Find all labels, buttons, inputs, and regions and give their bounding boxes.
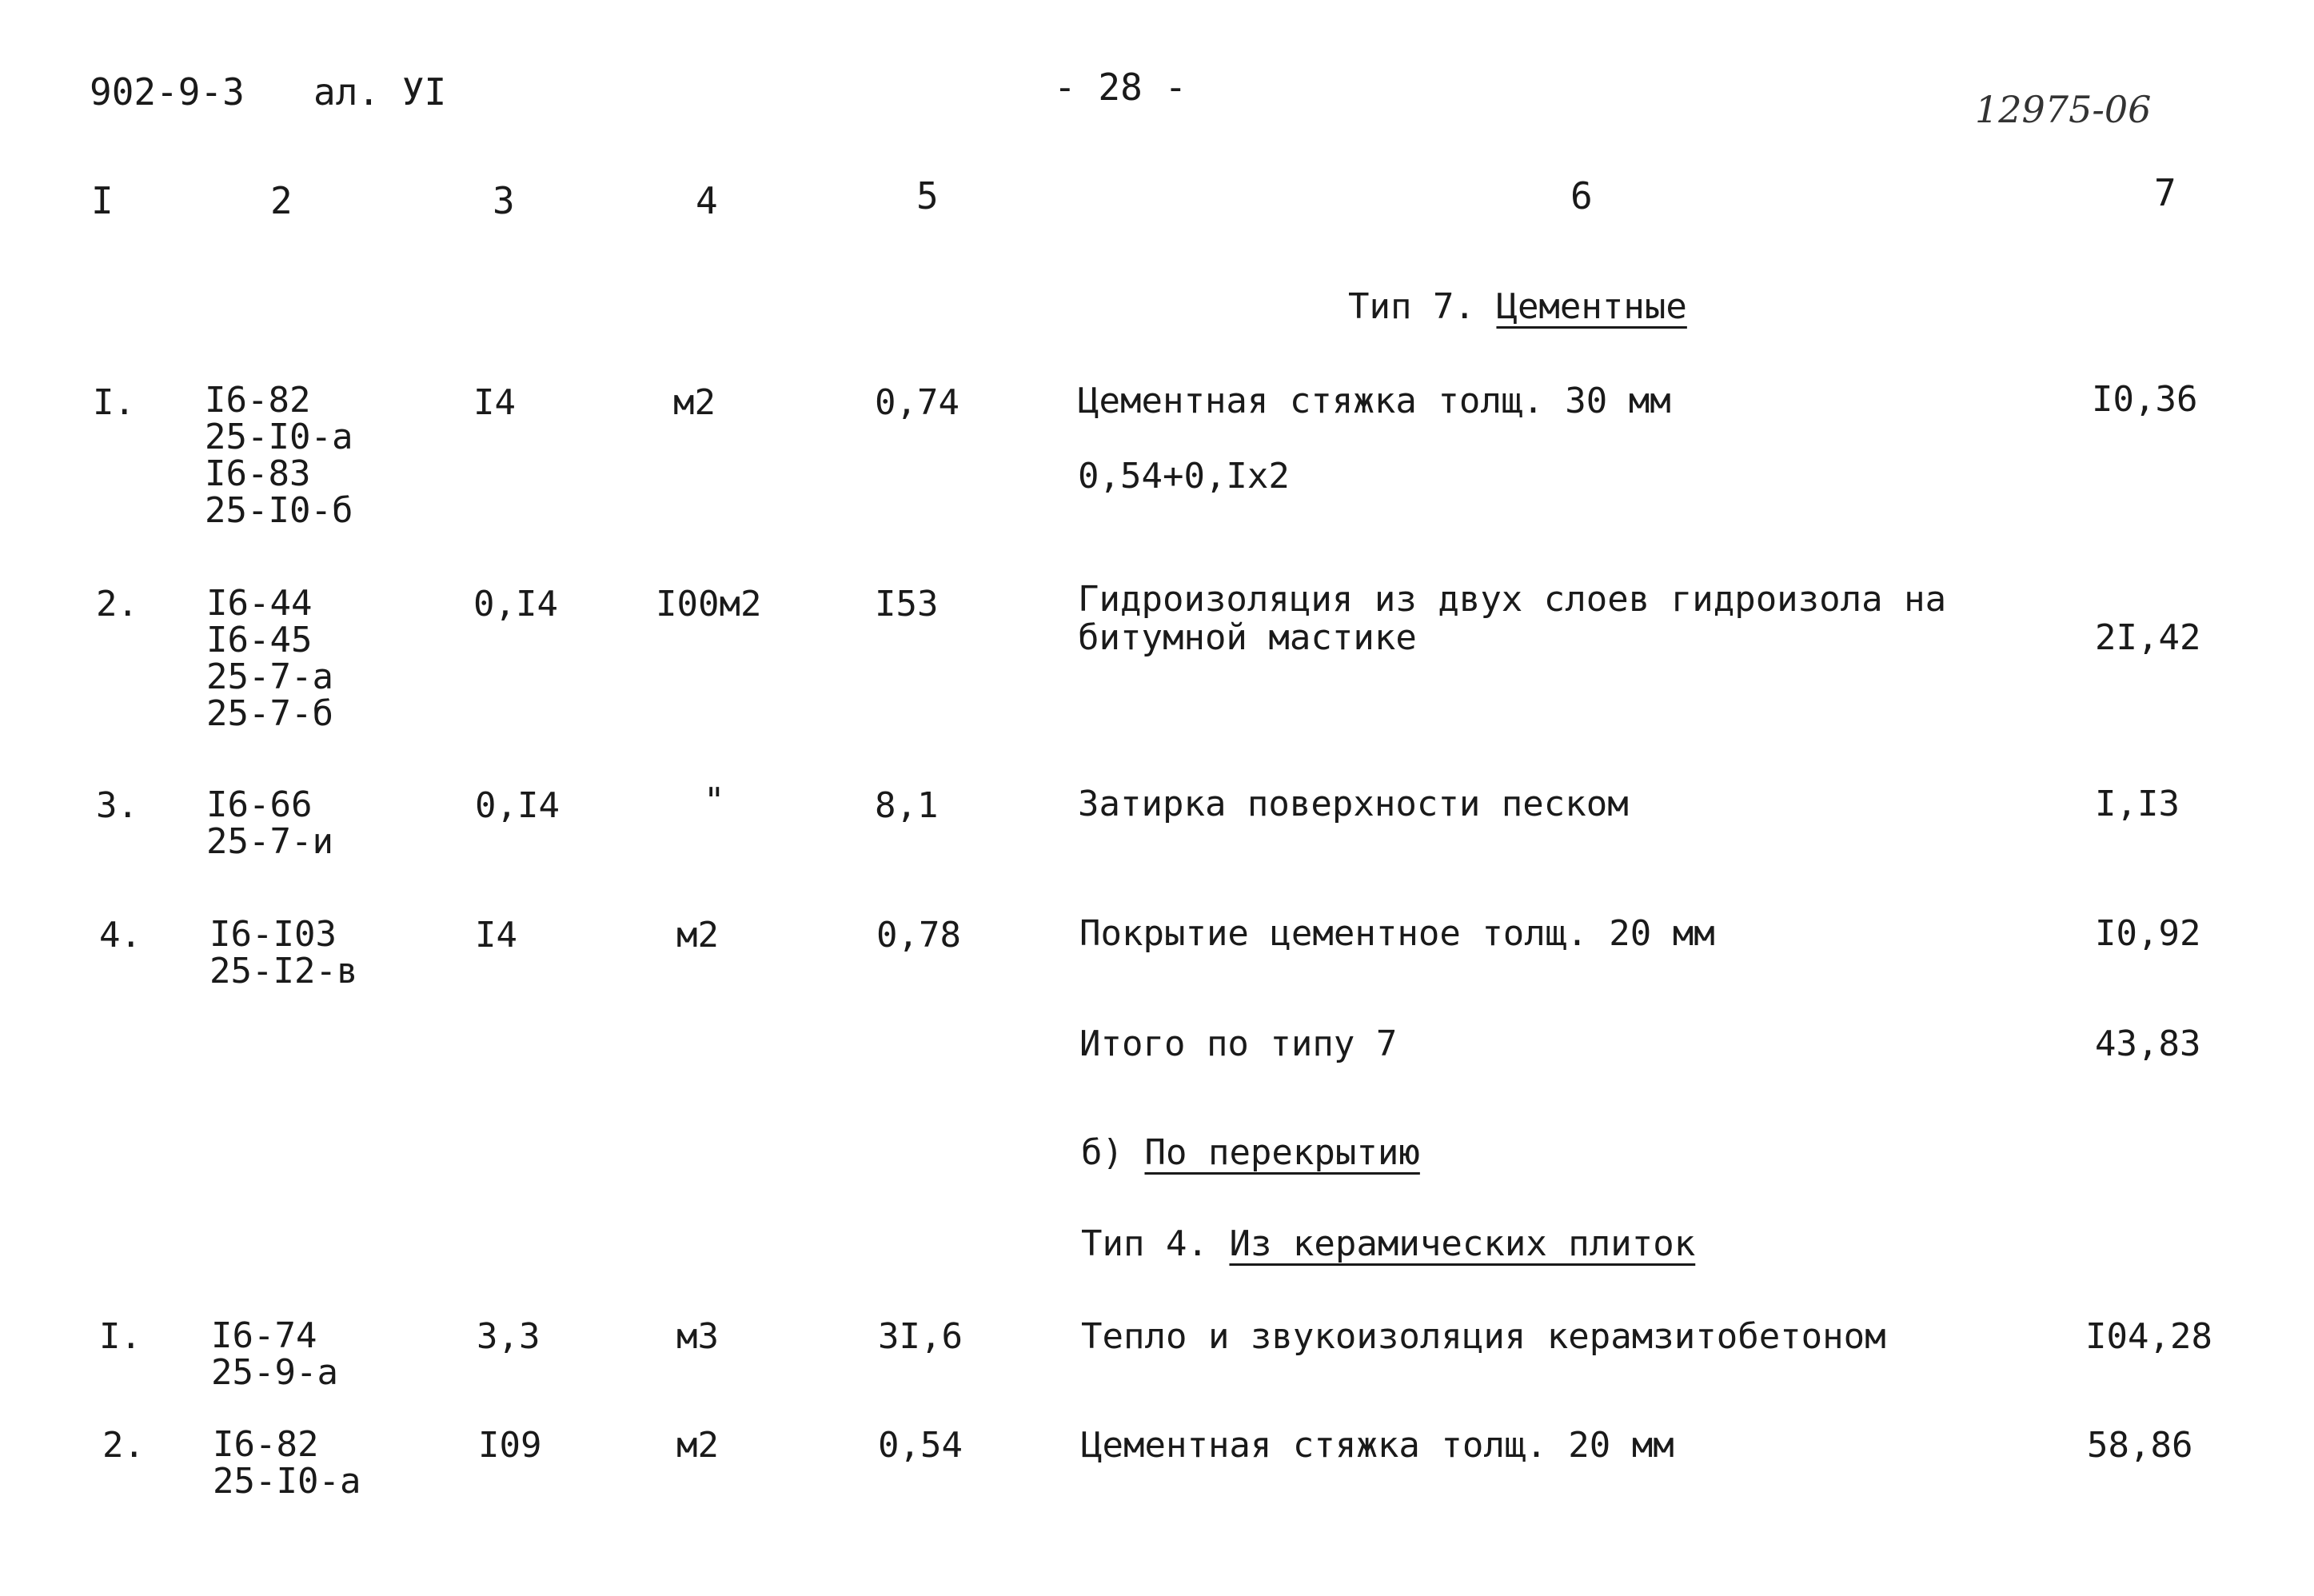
subsection-title: По перекрытию <box>1144 1132 1420 1173</box>
norm-code: I6-45 <box>206 620 313 660</box>
section-heading-type7 <box>1348 286 1687 327</box>
description: Затирка поверхности песком <box>1078 784 1629 824</box>
unit: м3 <box>676 1316 719 1357</box>
quantity: I4 <box>475 915 517 956</box>
handwritten-stamp: 12975-06 <box>1975 88 2152 131</box>
cost: 58,86 <box>2087 1425 2193 1466</box>
rate: 8,1 <box>875 785 939 826</box>
norm-code: I6-44 <box>206 583 313 624</box>
norm-code: 25-7-и <box>206 821 333 862</box>
norm-codes <box>206 784 333 862</box>
description-continued: битумной мастике <box>1078 617 1417 658</box>
norm-codes <box>205 382 353 529</box>
unit: I00м2 <box>656 584 762 624</box>
quantity: I4 <box>473 382 516 423</box>
section-prefix: Тип 7. <box>1348 286 1475 327</box>
description: Покрытие цементное толщ. 20 мм <box>1079 913 1715 954</box>
rate: 0,78 <box>876 915 961 956</box>
column-header: 4 <box>696 179 718 222</box>
cost: 2I,42 <box>2095 617 2201 658</box>
description: Гидроизоляция из двух слоев гидроизола на <box>1078 579 1947 620</box>
rate: 3I,6 <box>878 1316 963 1357</box>
cost: I0,92 <box>2095 913 2201 954</box>
row-number: 2. <box>102 1425 145 1466</box>
norm-codes <box>211 1315 338 1393</box>
section-heading-type4 <box>1081 1223 1696 1264</box>
unit: м2 <box>673 382 716 423</box>
cost: I,I3 <box>2095 784 2180 824</box>
row-number: 3. <box>96 785 138 826</box>
section-prefix: Тип 4. <box>1081 1223 1208 1264</box>
column-header: 6 <box>1570 174 1593 217</box>
total-label: Итого по типу 7 <box>1079 1023 1398 1064</box>
rate: 0,54 <box>878 1425 963 1466</box>
norm-code: 25-I0-б <box>205 490 353 531</box>
norm-code: 25-I0-а <box>205 417 353 457</box>
quantity: 3,3 <box>477 1316 541 1357</box>
quantity: 0,I4 <box>473 584 558 624</box>
quantity: I09 <box>478 1425 542 1466</box>
column-header: I <box>91 179 114 222</box>
subsection-heading <box>1081 1132 1420 1173</box>
norm-codes <box>209 916 357 990</box>
norm-codes <box>206 585 333 732</box>
norm-code: I6-66 <box>206 784 313 825</box>
norm-code: I6-I03 <box>209 914 337 955</box>
norm-code: 25-7-а <box>206 656 333 697</box>
cost: I04,28 <box>2085 1316 2212 1357</box>
page-number: - 28 - <box>1054 66 1187 109</box>
norm-codes <box>213 1426 361 1500</box>
description: Цементная стяжка толщ. 20 мм <box>1081 1425 1674 1466</box>
cost: I0,36 <box>2092 379 2198 420</box>
row-number: 2. <box>96 584 138 624</box>
norm-code: I6-74 <box>211 1315 317 1356</box>
row-number: 4. <box>99 915 142 956</box>
section-title: Из керамических плиток <box>1229 1223 1696 1264</box>
column-header: 3 <box>493 179 515 222</box>
norm-code: I6-83 <box>205 453 311 494</box>
total-value: 43,83 <box>2095 1023 2201 1064</box>
quantity: 0,I4 <box>475 785 560 826</box>
album-number: ал. УI <box>313 70 447 114</box>
subsection-prefix: б) <box>1081 1132 1123 1173</box>
rate: I53 <box>875 584 939 624</box>
norm-code: I6-82 <box>205 380 311 421</box>
norm-code: 25-7-б <box>206 693 333 734</box>
section-title: Цементные <box>1496 286 1687 327</box>
norm-code: 25-I2-в <box>209 951 358 992</box>
norm-code: I6-82 <box>213 1424 319 1465</box>
column-header: 7 <box>2154 171 2176 214</box>
unit: м2 <box>676 1425 719 1466</box>
row-number: I. <box>93 382 135 423</box>
description: Цементная стяжка толщ. 30 мм <box>1078 381 1671 421</box>
doc-code: 902-9-3 <box>90 70 245 114</box>
norm-code: 25-I0-а <box>213 1461 361 1502</box>
column-header: 2 <box>270 179 293 222</box>
unit: м2 <box>676 915 719 956</box>
rate: 0,74 <box>875 382 960 423</box>
unit-ditto: " <box>704 780 725 821</box>
column-header: 5 <box>916 174 939 217</box>
description-formula: 0,54+0,Iх2 <box>1078 456 1290 497</box>
row-number: I. <box>99 1316 142 1357</box>
description: Тепло и звукоизоляция керамзитобетоном <box>1081 1316 1886 1357</box>
norm-code: 25-9-а <box>211 1352 338 1393</box>
